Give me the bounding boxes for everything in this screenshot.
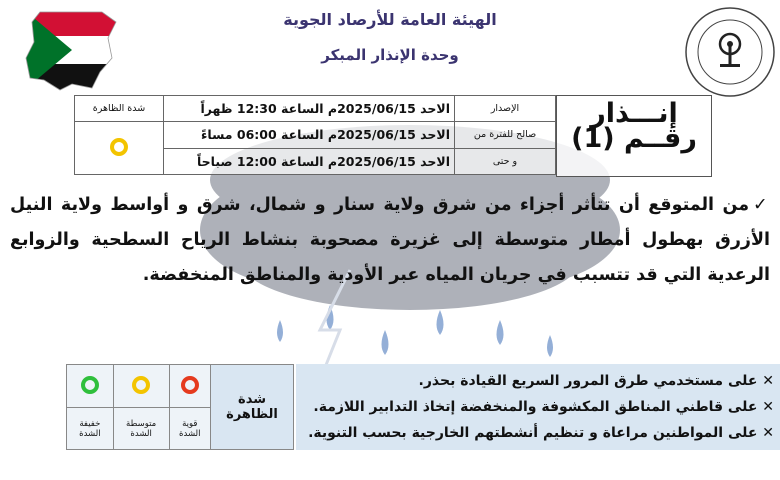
advice-item: ✕ على قاطني المناطق المكشوفة والمنخفضة إتخاذ التدابير اللازمة. [313,399,774,415]
checkmark-icon: ✓ [753,195,770,215]
severity-ring-icon [110,138,128,156]
issue-row [75,96,556,122]
valid-from-label: صالح للفترة من [455,122,556,148]
severity-label: شدة الظاهرة [75,96,164,122]
valid-from-row [75,122,556,148]
medium-ring-icon [132,376,150,394]
issue-value: الاحد 2025/06/15م الساعة 12:30 ظهراً [164,96,455,122]
severity-indicator-cell [75,122,164,175]
unit-subtitle: وحدة الإنذار المبكر [321,46,459,64]
legend-title: شدة الظاهرة [211,365,294,450]
meteorological-authority-logo [684,6,776,98]
forecast-text [10,188,770,293]
advice-text-1: على مستخدمي طرق المرور السريع القيادة بحذر. [418,373,758,389]
legend-light-label: خفيفة الشدة [67,408,114,450]
advice-box [296,364,780,450]
severity-legend [66,364,294,450]
valid-to-label: و حتى [455,148,556,174]
legend-medium-label: متوسطة الشدة [113,408,169,450]
legend-medium-ring-cell [113,365,169,408]
advice-item: ✕ على المواطنين مراعاة و تنظيم أنشطتهم الخارجية بحسب التنوية. [308,425,774,441]
valid-from-value: الاحد 2025/06/15م الساعة 06:00 مساءً [164,122,455,148]
legend-light-ring-cell [67,365,114,408]
legend-strong-ring-cell [169,365,210,408]
warning-label: إنـــذار [590,98,678,129]
legend-strong-label: قوية الشدة [169,408,210,450]
sudan-flag-map-icon [22,8,118,92]
authority-title: الهيئة العامة للأرصاد الجوية [283,10,497,29]
issue-label: الإصدار [455,96,556,122]
forecast-paragraph: من المتوقع أن تتأثر أجزاء من شرق ولاية سنار و شمال، شرق و أواسط ولاية النيل الأزرق بهطول أمطار متوسطة إلى غزيرة مصحوبة بنشاط الرياح السطحية والزوابع الرعدية التي قد تتسبب في جريان المياه عبر الأودية والمناطق المنخفضة. [10,195,770,285]
advice-item: ✕ على مستخدمي طرق المرور السريع القيادة بحذر. [418,373,774,389]
light-ring-icon [81,376,99,394]
warning-number: رقــم (1) [571,123,697,154]
strong-ring-icon [181,376,199,394]
warning-number-box [556,95,712,177]
advice-text-2: على قاطني المناطق المكشوفة والمنخفضة إتخاذ التدابير اللازمة. [313,399,758,415]
valid-to-value: الاحد 2025/06/15م الساعة 12:00 صباحاً [164,148,455,174]
warning-info-table [74,95,556,175]
advice-text-3: على المواطنين مراعاة و تنظيم أنشطتهم الخارجية بحسب التنوية. [308,425,758,441]
